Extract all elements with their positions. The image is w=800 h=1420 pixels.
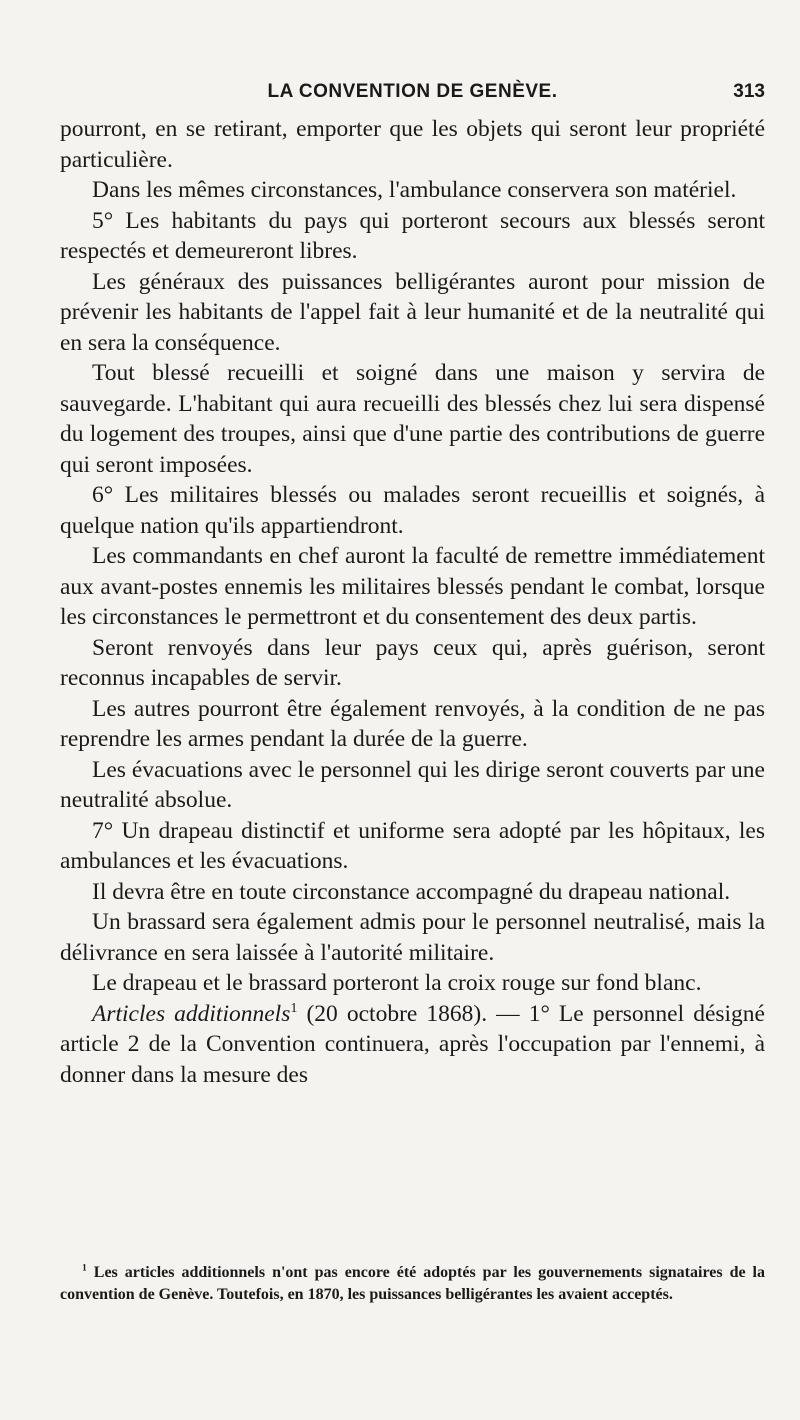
paragraph: Dans les mêmes circonstances, l'ambulance conservera son matériel. bbox=[92, 177, 737, 203]
running-title: LA CONVENTION DE GENÈVE. bbox=[267, 81, 558, 102]
paragraph-article-5: 5° Les habitants du pays qui porteront secours aux blessés seront respectés et demeureront libres. bbox=[60, 207, 765, 264]
footnote-divider bbox=[60, 1258, 180, 1259]
paragraph: Un brassard sera également admis pour le personnel neutralisé, mais la délivrance en sera laissée à l'autorité militaire. bbox=[60, 909, 765, 966]
body-text bbox=[60, 114, 765, 1090]
paragraph: Tout blessé recueilli et soigné dans une maison y servira de sauvegarde. L'habitant qui aura recueilli des blessés chez lui sera dispensé du logement des troupes, ainsi que d'une partie des contributions de guerre qui seront imposées. bbox=[60, 360, 765, 478]
paragraph: Les évacuations avec le personnel qui les dirige seront couverts par une neutralité absolue. bbox=[60, 756, 765, 813]
footnote-marker: 1 bbox=[82, 1262, 87, 1274]
paragraph: Les autres pourront être également renvoyés, à la condition de ne pas reprendre les armes pendant la durée de la guerre. bbox=[60, 695, 765, 752]
paragraph-additional-articles bbox=[60, 999, 765, 1091]
paragraph: Les commandants en chef auront la faculté de remettre immédiatement aux avant-postes ennemis les militaires blessés pendant le combat, lorsque les circonstances le permettront et du consentement des deux partis. bbox=[60, 543, 765, 630]
footnote-reference[interactable]: 1 bbox=[290, 999, 298, 1016]
paragraph: Il devra être en toute circonstance accompagné du drapeau national. bbox=[92, 878, 731, 905]
additional-articles-text: (20 octobre 1868). — 1° Le personnel désigné article 2 de la Convention continuera, après l'occupation par l'ennemi, à donner dans la mesure des bbox=[60, 1000, 765, 1088]
paragraph-article-7: 7° Un drapeau distinctif et uniforme sera adopté par les hôpitaux, les ambulances et les évacuations. bbox=[60, 817, 765, 874]
footnote-text: Les articles additionnels n'ont pas encore été adoptés par les gouvernements signataires de la convention de Genève. Toutefois, en 1870, les puissances belligérantes les avaient acceptés. bbox=[60, 1264, 765, 1303]
page-header bbox=[60, 78, 765, 108]
paragraph: Les généraux des puissances belligérantes auront pour mission de prévenir les habitants de l'appel fait à leur humanité et de la neutralité qui en sera la conséquence. bbox=[60, 268, 765, 356]
paragraph-continued: pourront, en se retirant, emporter que les objets qui seront leur propriété particulière. bbox=[60, 116, 765, 173]
paragraph: Seront renvoyés dans leur pays ceux qui, après guérison, seront reconnus incapables de servir. bbox=[60, 634, 765, 691]
paragraph: Le drapeau et le brassard porteront la croix rouge sur fond blanc. bbox=[92, 970, 702, 996]
paragraph-article-6: 6° Les militaires blessés ou malades seront recueillis et soignés, à quelque nation qu'ils appartiendront. bbox=[60, 482, 765, 539]
additional-articles-title: Articles additionnels bbox=[92, 1000, 291, 1027]
page-number: 313 bbox=[733, 81, 765, 102]
footnote bbox=[60, 1262, 765, 1306]
